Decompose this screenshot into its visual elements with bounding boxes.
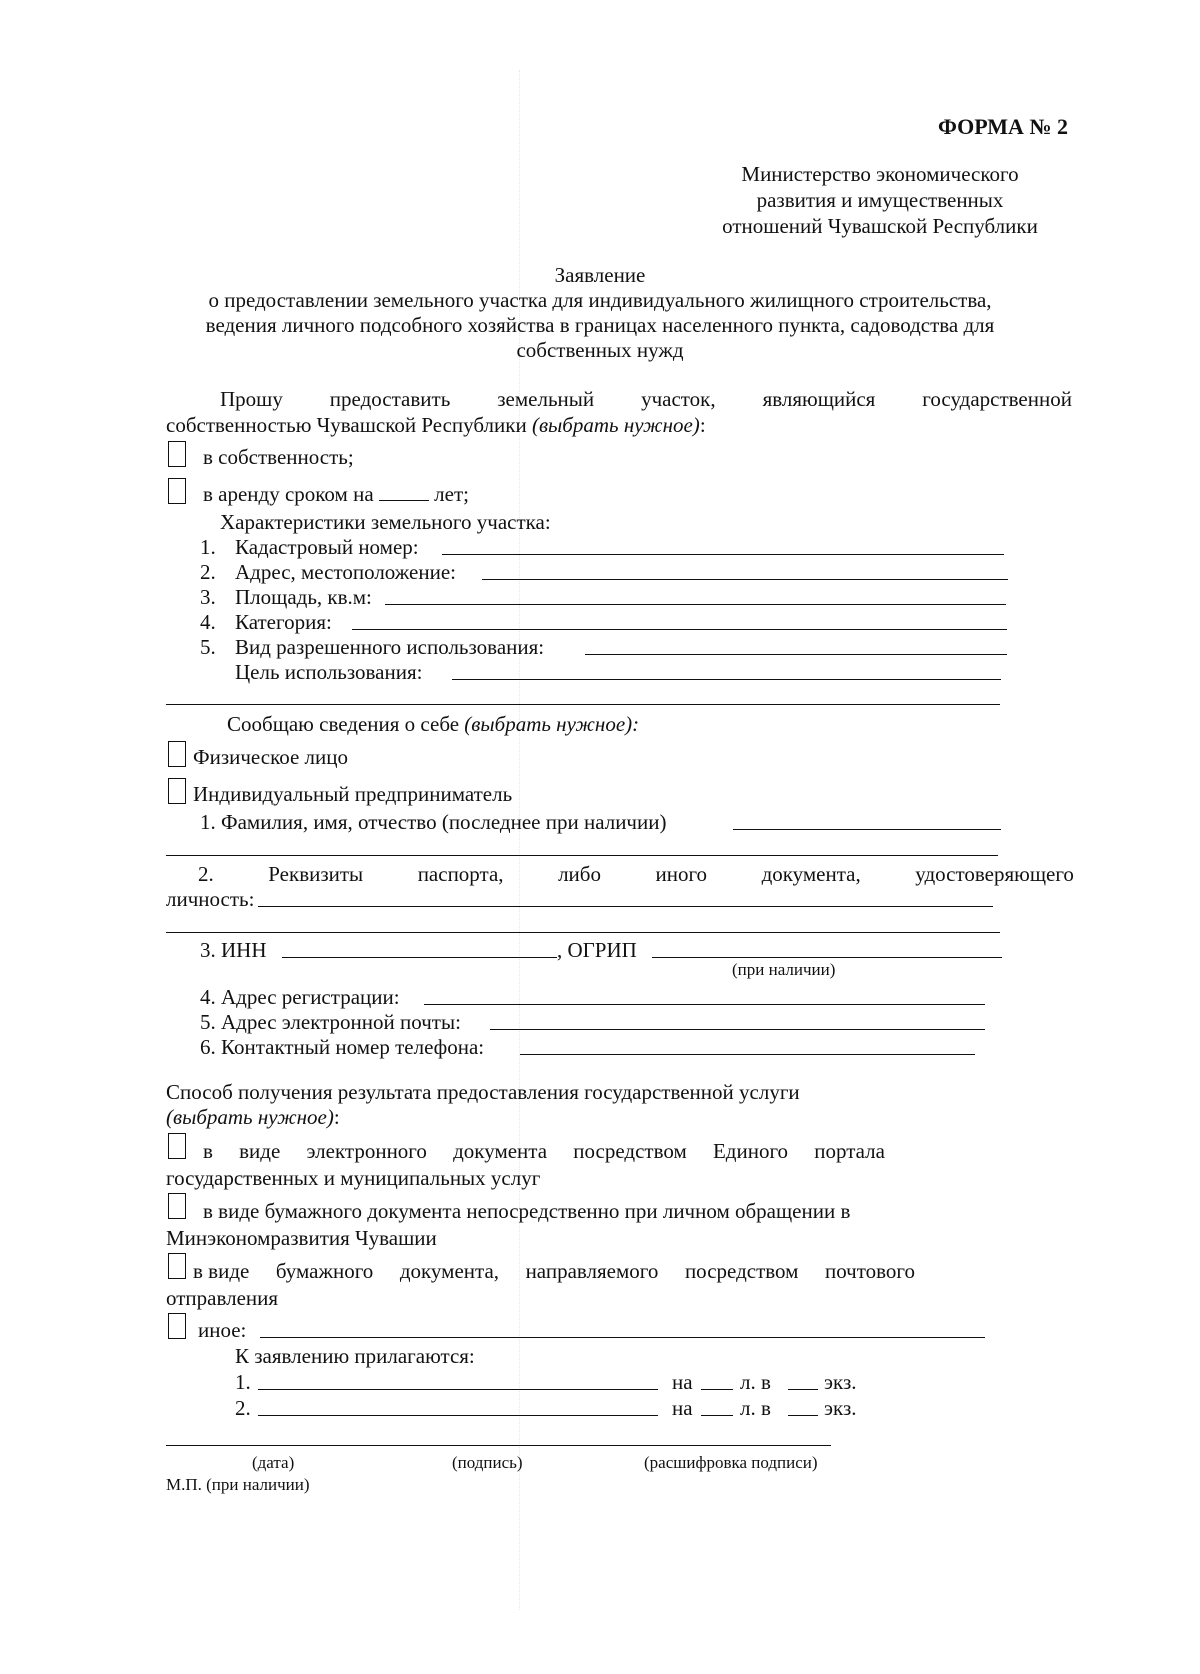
area-field[interactable] bbox=[385, 604, 1006, 605]
individual-label: Физическое лицо bbox=[193, 745, 349, 769]
delivery-other-label: иное: bbox=[198, 1318, 247, 1342]
delivery-inperson-line-1: в виде бумажного документа непосредственно при личном обращении в bbox=[203, 1199, 851, 1223]
land-item-num: 1. bbox=[200, 535, 216, 559]
passport-word: Реквизиты bbox=[268, 862, 364, 886]
attachment-sheets-label: л. в bbox=[740, 1370, 771, 1394]
attachment-copies-label: экз. bbox=[824, 1396, 857, 1420]
delivery-inperson-line-2: Минэкономразвития Чувашии bbox=[166, 1226, 437, 1250]
delivery-portal-checkbox[interactable] bbox=[168, 1133, 186, 1159]
delivery-word: электронного bbox=[306, 1139, 427, 1163]
land-item-num: 2. bbox=[200, 560, 216, 584]
attachment-name-field[interactable] bbox=[258, 1389, 658, 1390]
date-caption: (дата) bbox=[252, 1453, 295, 1472]
fio-field-continued[interactable] bbox=[166, 855, 998, 856]
entrepreneur-checkbox[interactable] bbox=[168, 778, 186, 804]
passport-word: 2. bbox=[198, 862, 214, 886]
category-label: Категория: bbox=[235, 610, 332, 634]
delivery-colon: : bbox=[333, 1105, 340, 1129]
permitted-use-field[interactable] bbox=[585, 654, 1007, 655]
ownership-checkbox[interactable] bbox=[168, 441, 186, 467]
delivery-word: в виде bbox=[193, 1259, 250, 1283]
request-line-1 bbox=[220, 387, 1072, 412]
passport-line-1 bbox=[198, 862, 1074, 887]
addressee-line-2: развития и имущественных bbox=[756, 188, 1004, 212]
attachment-num: 2. bbox=[235, 1396, 251, 1420]
passport-word: либо bbox=[558, 862, 601, 886]
registration-address-field[interactable] bbox=[424, 1004, 985, 1005]
area-label: Площадь, кв.м: bbox=[235, 585, 372, 609]
attachment-on-label: на bbox=[672, 1396, 693, 1420]
attachment-copies-field[interactable] bbox=[788, 1389, 818, 1390]
attachment-name-field[interactable] bbox=[258, 1415, 658, 1416]
delivery-heading: Способ получения результата предоставления государственной услуги bbox=[166, 1080, 800, 1104]
seal-caption: М.П. (при наличии) bbox=[166, 1475, 310, 1494]
purpose-field[interactable] bbox=[452, 679, 1001, 680]
lease-option bbox=[203, 482, 469, 507]
delivery-word: Единого bbox=[712, 1139, 789, 1163]
email-field[interactable] bbox=[490, 1029, 985, 1030]
request-line-2 bbox=[166, 413, 706, 438]
address-label: Адрес, местоположение: bbox=[235, 560, 456, 584]
passport-field-continued[interactable] bbox=[166, 932, 1000, 933]
individual-checkbox[interactable] bbox=[168, 741, 186, 767]
request-word: Прошу bbox=[220, 387, 283, 411]
permitted-use-label: Вид разрешенного использования: bbox=[235, 635, 545, 659]
delivery-word: посредством bbox=[684, 1259, 799, 1283]
registration-address-label: 4. Адрес регистрации: bbox=[200, 985, 400, 1009]
signature-caption: (подпись) bbox=[452, 1453, 523, 1472]
inn-label: 3. ИНН bbox=[200, 938, 267, 962]
request-word: предоставить bbox=[329, 387, 451, 411]
address-field[interactable] bbox=[482, 579, 1008, 580]
purpose-field-continued[interactable] bbox=[166, 704, 1000, 705]
choose-hint: (выбрать нужное): bbox=[464, 712, 640, 736]
purpose-label: Цель использования: bbox=[235, 660, 423, 684]
attachment-pages-field[interactable] bbox=[701, 1389, 733, 1390]
inn-field[interactable] bbox=[282, 957, 557, 958]
request-word: земельный bbox=[497, 387, 595, 411]
choose-hint: (выбрать нужное) bbox=[166, 1105, 334, 1129]
passport-word: документа, bbox=[761, 862, 861, 886]
passport-word: удостоверяющего bbox=[915, 862, 1074, 886]
delivery-word: документа, bbox=[399, 1259, 500, 1283]
lease-years-suffix: лет; bbox=[428, 482, 469, 506]
request-text: собственностью Чувашской Республики bbox=[166, 413, 532, 437]
attachment-sheets-label: л. в bbox=[740, 1396, 771, 1420]
email-label: 5. Адрес электронной почты: bbox=[200, 1010, 461, 1034]
attachment-num: 1. bbox=[235, 1370, 251, 1394]
about-heading-text: Сообщаю сведения о себе bbox=[227, 712, 465, 736]
ownership-option-label: в собственность; bbox=[203, 445, 354, 469]
addressee-line-3: отношений Чувашской Республики bbox=[722, 214, 1038, 238]
form-number-label: ФОРМА № 2 bbox=[938, 114, 1069, 139]
delivery-word: почтового bbox=[824, 1259, 915, 1283]
cadastral-number-label: Кадастровый номер: bbox=[235, 535, 419, 559]
delivery-hint bbox=[166, 1105, 340, 1130]
delivery-word: виде bbox=[239, 1139, 281, 1163]
delivery-mail-line-1 bbox=[193, 1259, 915, 1284]
land-item-num: 5. bbox=[200, 635, 216, 659]
land-item-num: 3. bbox=[200, 585, 216, 609]
delivery-inperson-checkbox[interactable] bbox=[168, 1193, 186, 1219]
request-word: участок, bbox=[641, 387, 716, 411]
lease-checkbox[interactable] bbox=[168, 478, 186, 504]
signature-decode-caption: (расшифровка подписи) bbox=[644, 1453, 818, 1472]
title-line-3: собственных нужд bbox=[516, 338, 684, 362]
delivery-word: портала bbox=[814, 1139, 885, 1163]
request-word: государственной bbox=[922, 387, 1072, 411]
ogrip-field[interactable] bbox=[652, 957, 1002, 958]
delivery-portal-line-1 bbox=[203, 1139, 885, 1164]
delivery-portal-line-2: государственных и муниципальных услуг bbox=[166, 1166, 541, 1190]
land-item-num: 4. bbox=[200, 610, 216, 634]
attachment-on-label: на bbox=[672, 1370, 693, 1394]
passport-field[interactable] bbox=[258, 906, 993, 907]
passport-word: иного bbox=[655, 862, 708, 886]
title-line-2: ведения личного подсобного хозяйства в границах населенного пункта, садоводства для bbox=[205, 313, 995, 337]
lease-label: в аренду сроком на bbox=[203, 482, 379, 506]
attachment-copies-label: экз. bbox=[824, 1370, 857, 1394]
delivery-word: в bbox=[203, 1139, 213, 1163]
choose-hint: (выбрать нужное) bbox=[531, 413, 700, 437]
passport-word: паспорта, bbox=[417, 862, 504, 886]
attachment-pages-field[interactable] bbox=[701, 1415, 733, 1416]
fio-label: 1. Фамилия, имя, отчество (последнее при наличии) bbox=[200, 810, 667, 834]
fio-field[interactable] bbox=[733, 829, 1001, 830]
delivery-other-field[interactable] bbox=[260, 1337, 985, 1338]
delivery-mail-line-2: отправления bbox=[166, 1286, 279, 1310]
about-heading bbox=[227, 712, 639, 737]
delivery-word: документа bbox=[453, 1139, 548, 1163]
lease-years-field[interactable] bbox=[379, 482, 429, 501]
passport-label: личность: bbox=[166, 887, 255, 911]
phone-label: 6. Контактный номер телефона: bbox=[200, 1035, 485, 1059]
category-field[interactable] bbox=[352, 629, 1007, 630]
delivery-mail-checkbox[interactable] bbox=[168, 1253, 186, 1279]
attachments-heading: К заявлению прилагаются: bbox=[235, 1344, 475, 1368]
land-heading: Характеристики земельного участка: bbox=[220, 510, 551, 534]
attachment-copies-field[interactable] bbox=[788, 1415, 818, 1416]
request-colon: : bbox=[699, 413, 706, 437]
delivery-other-checkbox[interactable] bbox=[168, 1313, 186, 1339]
title-line-1: о предоставлении земельного участка для индивидуального жилищного строительства, bbox=[208, 288, 992, 312]
request-word: являющийся bbox=[762, 387, 876, 411]
cadastral-number-field[interactable] bbox=[442, 554, 1004, 555]
entrepreneur-label: Индивидуальный предприниматель bbox=[193, 782, 513, 806]
signature-line[interactable] bbox=[166, 1445, 831, 1446]
delivery-word: бумажного bbox=[275, 1259, 374, 1283]
title-heading: Заявление bbox=[554, 263, 646, 287]
ogrip-note: (при наличии) bbox=[732, 960, 836, 979]
delivery-word: направляемого bbox=[525, 1259, 659, 1283]
delivery-word: посредством bbox=[573, 1139, 687, 1163]
phone-field[interactable] bbox=[520, 1054, 975, 1055]
ogrip-label: , ОГРИП bbox=[557, 938, 637, 962]
addressee-line-1: Министерство экономического bbox=[741, 162, 1019, 186]
